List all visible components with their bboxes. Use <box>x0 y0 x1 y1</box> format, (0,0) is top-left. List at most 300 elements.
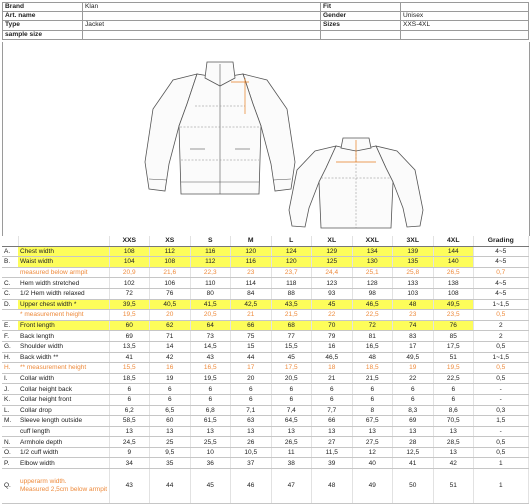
size-value: 6,5 <box>150 405 191 416</box>
description-text: cuff length <box>20 427 50 435</box>
size-value: 27,5 <box>352 437 393 448</box>
size-value: 125 <box>312 257 353 268</box>
size-value: 19 <box>150 373 191 384</box>
grading-value: 0,5 <box>474 373 529 384</box>
size-value: 106 <box>150 278 191 289</box>
size-value: 110 <box>190 278 231 289</box>
size-value: 8 <box>352 405 393 416</box>
measurement-row <box>2 447 528 458</box>
size-value: 41,5 <box>190 299 231 310</box>
size-value: 46,5 <box>312 352 353 363</box>
size-value: 134 <box>352 246 393 257</box>
size-value: 12 <box>352 447 393 458</box>
description-text: Hem width stretched <box>20 279 80 287</box>
size-value: 19 <box>393 363 434 374</box>
size-value: 22 <box>312 310 353 321</box>
row-code <box>2 310 18 321</box>
size-value: 14,5 <box>190 341 231 352</box>
size-value: 18,5 <box>109 373 150 384</box>
size-value: 6 <box>271 384 312 395</box>
size-value: 42 <box>433 458 474 469</box>
row-description <box>18 363 109 374</box>
row-code: P. <box>2 458 18 469</box>
header-value <box>83 30 321 39</box>
header-label: Art. name <box>3 12 83 21</box>
row-code: D. <box>2 299 18 310</box>
size-value: 6 <box>312 384 353 395</box>
size-value: 39 <box>312 458 353 469</box>
row-code <box>2 267 18 278</box>
row-description <box>18 416 109 427</box>
description-text: Collar width <box>20 375 54 383</box>
size-value: 68 <box>271 320 312 331</box>
description-note: Measured 2,5cm below armpit <box>20 486 108 494</box>
size-value: 70 <box>312 320 353 331</box>
measurement-row <box>2 341 528 352</box>
size-value: 79 <box>312 331 353 342</box>
header-label: Sizes <box>321 21 401 30</box>
row-code: M. <box>2 416 18 427</box>
size-value: 21 <box>231 310 272 321</box>
size-value: 88 <box>271 288 312 299</box>
size-value: 80 <box>190 288 231 299</box>
description-text: Waist width <box>20 258 53 266</box>
row-code: C. <box>2 278 18 289</box>
size-value: 11,5 <box>312 447 353 458</box>
measurement-row <box>2 458 528 469</box>
jacket-back-drawing <box>281 134 431 230</box>
size-value: 21,5 <box>271 310 312 321</box>
size-value: 70,5 <box>433 416 474 427</box>
header-value <box>401 3 529 12</box>
size-value: 40,5 <box>150 299 191 310</box>
size-value: 13 <box>109 426 150 437</box>
size-value: 49 <box>352 469 393 504</box>
size-value: 21,5 <box>352 373 393 384</box>
size-value: 108 <box>109 246 150 257</box>
grading-value: - <box>474 394 529 405</box>
size-value: 25 <box>150 437 191 448</box>
grading-value: 2 <box>474 331 529 342</box>
size-value: 6 <box>352 384 393 395</box>
size-value: 27 <box>312 437 353 448</box>
measurement-table <box>2 236 529 504</box>
row-code: J. <box>2 384 18 395</box>
header-value <box>83 12 321 21</box>
size-header: S <box>190 236 231 246</box>
grading-value: 0,3 <box>474 405 529 416</box>
size-value: 34 <box>109 458 150 469</box>
size-value: 43 <box>109 469 150 504</box>
size-value: 20 <box>231 373 272 384</box>
description-text: Elbow width <box>20 459 55 467</box>
size-value: 144 <box>433 246 474 257</box>
size-value: 42,5 <box>231 299 272 310</box>
size-value: 15,5 <box>271 341 312 352</box>
size-value: 23 <box>231 267 272 278</box>
size-value: 6 <box>312 394 353 405</box>
size-value: 20,5 <box>190 310 231 321</box>
grading-value: 0,5 <box>474 447 529 458</box>
size-value: 25,5 <box>190 437 231 448</box>
size-value: 50 <box>393 469 434 504</box>
row-description <box>18 469 109 504</box>
size-value: 13 <box>231 426 272 437</box>
size-value: 124 <box>271 246 312 257</box>
size-value: 128 <box>352 278 393 289</box>
spec-header-table <box>2 2 529 40</box>
grading-value: 0,5 <box>474 341 529 352</box>
size-value: 9 <box>109 447 150 458</box>
size-value: 37 <box>231 458 272 469</box>
size-value: 13 <box>393 426 434 437</box>
measurement-row <box>2 426 528 437</box>
size-value: 81 <box>352 331 393 342</box>
size-value: 12,5 <box>393 447 434 458</box>
size-value: 112 <box>150 246 191 257</box>
size-value: 19,5 <box>109 310 150 321</box>
row-description <box>18 373 109 384</box>
description-text: Armhole depth <box>20 438 63 446</box>
row-description <box>18 352 109 363</box>
row-description <box>18 447 109 458</box>
size-value: 49,5 <box>433 299 474 310</box>
row-description <box>18 299 109 310</box>
row-code: F. <box>2 331 18 342</box>
row-code: Q. <box>2 469 18 504</box>
size-value: 15,5 <box>109 363 150 374</box>
measurement-row <box>2 437 528 448</box>
row-code: L. <box>2 405 18 416</box>
measurement-row <box>2 352 528 363</box>
grading-value: 1 <box>474 469 529 504</box>
size-value: 6 <box>190 394 231 405</box>
size-value: 41 <box>109 352 150 363</box>
grading-value: 4~5 <box>474 288 529 299</box>
size-value: 9,5 <box>150 447 191 458</box>
row-description <box>18 458 109 469</box>
grading-value: - <box>474 426 529 437</box>
header-value: Klan <box>83 3 321 12</box>
size-value: 17,5 <box>271 363 312 374</box>
size-value: 135 <box>393 257 434 268</box>
size-value: 16 <box>312 341 353 352</box>
size-value: 23,7 <box>271 267 312 278</box>
size-value: 24,4 <box>312 267 353 278</box>
description-text: Front length <box>20 322 55 330</box>
size-value: 6 <box>109 384 150 395</box>
description-text: 1/2 cuff width <box>20 449 59 457</box>
size-value: 116 <box>231 257 272 268</box>
size-value: 45 <box>190 469 231 504</box>
measurement-row <box>2 416 528 427</box>
header-value: XXS-4XL <box>401 21 529 30</box>
size-value: 6,8 <box>190 405 231 416</box>
measurement-row <box>2 469 528 504</box>
size-value: 108 <box>150 257 191 268</box>
header-label: Type <box>3 21 83 30</box>
size-value: 120 <box>231 246 272 257</box>
header-label: Brand <box>3 3 83 12</box>
grading-value: 1,5 <box>474 416 529 427</box>
size-value: 104 <box>109 257 150 268</box>
size-value: 10,5 <box>231 447 272 458</box>
size-value: 17,5 <box>433 341 474 352</box>
measurement-row <box>2 257 528 268</box>
size-header: M <box>231 236 272 246</box>
size-header: L <box>271 236 312 246</box>
size-value: 73 <box>190 331 231 342</box>
grading-value: 4~5 <box>474 257 529 268</box>
jacket-drawing-area <box>2 42 530 236</box>
jacket-front-drawing <box>135 54 305 204</box>
header-label <box>321 30 401 39</box>
grading-header: Grading <box>474 236 529 246</box>
size-value: 20,9 <box>109 267 150 278</box>
size-value: 13 <box>190 426 231 437</box>
size-value: 130 <box>352 257 393 268</box>
description-text: Back length <box>20 332 54 340</box>
size-value: 6 <box>433 384 474 395</box>
row-code: H. <box>2 352 18 363</box>
row-description <box>18 426 109 437</box>
size-value: 14 <box>150 341 191 352</box>
size-value: 23 <box>393 310 434 321</box>
size-value: 77 <box>271 331 312 342</box>
size-header-row <box>2 236 528 246</box>
size-value: 7,1 <box>231 405 272 416</box>
measurement-row <box>2 405 528 416</box>
row-code: B. <box>2 257 18 268</box>
size-value: 118 <box>271 278 312 289</box>
row-code: K. <box>2 394 18 405</box>
header-row <box>3 30 529 39</box>
grading-value: 4~5 <box>474 278 529 289</box>
size-value: 74 <box>393 320 434 331</box>
size-value: 26 <box>231 437 272 448</box>
size-value: 6 <box>352 394 393 405</box>
size-value: 48 <box>393 299 434 310</box>
measurement-row <box>2 288 528 299</box>
row-description <box>18 437 109 448</box>
description-text: 1/2 Hem width relaxed <box>20 290 85 298</box>
description-text: Upper chest width * <box>20 300 77 308</box>
size-value: 45 <box>312 299 353 310</box>
size-value: 51 <box>433 352 474 363</box>
row-description <box>18 384 109 395</box>
grading-value: - <box>474 384 529 395</box>
row-code: G. <box>2 341 18 352</box>
row-description <box>18 288 109 299</box>
size-value: 10 <box>190 447 231 458</box>
row-description <box>18 394 109 405</box>
size-value: 72 <box>352 320 393 331</box>
measurement-row <box>2 373 528 384</box>
row-description <box>18 257 109 268</box>
measurement-row <box>2 320 528 331</box>
description-text: measured below armpit <box>20 269 88 277</box>
size-value: 6 <box>393 384 434 395</box>
row-description <box>18 278 109 289</box>
row-description <box>18 320 109 331</box>
header-row <box>3 21 529 30</box>
size-value: 120 <box>271 257 312 268</box>
row-code: E. <box>2 320 18 331</box>
row-code: H. <box>2 363 18 374</box>
size-header: XXS <box>109 236 150 246</box>
row-code: O. <box>2 447 18 458</box>
size-value: 133 <box>393 278 434 289</box>
size-value: 26,5 <box>433 267 474 278</box>
size-value: 22 <box>393 373 434 384</box>
measurement-row <box>2 278 528 289</box>
size-value: 16 <box>150 363 191 374</box>
size-value: 6 <box>150 394 191 405</box>
size-value: 40 <box>352 458 393 469</box>
measurement-row <box>2 363 528 374</box>
size-value: 58,5 <box>109 416 150 427</box>
grading-value: 0,5 <box>474 310 529 321</box>
size-value: 22,5 <box>352 310 393 321</box>
grading-value: 4~5 <box>474 246 529 257</box>
measurement-row <box>2 394 528 405</box>
grading-value: 1~1,5 <box>474 352 529 363</box>
size-value: 6 <box>231 394 272 405</box>
header-row <box>3 12 529 21</box>
size-value: 61,5 <box>190 416 231 427</box>
size-value: 51 <box>433 469 474 504</box>
header-value: Jacket <box>83 21 321 30</box>
size-value: 16,5 <box>352 341 393 352</box>
size-value: 18 <box>312 363 353 374</box>
size-value: 69 <box>393 416 434 427</box>
size-value: 47 <box>271 469 312 504</box>
size-value: 123 <box>312 278 353 289</box>
grading-value: 0,5 <box>474 437 529 448</box>
size-value: 63 <box>231 416 272 427</box>
size-value: 26,5 <box>271 437 312 448</box>
size-value: 42 <box>150 352 191 363</box>
header-label: sample size <box>3 30 83 39</box>
size-value: 20 <box>150 310 191 321</box>
size-value: 140 <box>433 257 474 268</box>
size-value: 48 <box>352 352 393 363</box>
size-value: 21 <box>312 373 353 384</box>
measurement-row <box>2 331 528 342</box>
size-value: 112 <box>190 257 231 268</box>
size-value: 6,2 <box>109 405 150 416</box>
row-code: N. <box>2 437 18 448</box>
size-value: 6 <box>393 394 434 405</box>
size-value: 67,5 <box>352 416 393 427</box>
size-value: 72 <box>109 288 150 299</box>
size-value: 6 <box>271 394 312 405</box>
description-text: Shoulder width <box>20 343 63 351</box>
size-value: 6 <box>150 384 191 395</box>
size-value: 66 <box>231 320 272 331</box>
size-value: 93 <box>312 288 353 299</box>
grading-value: 1~1,5 <box>474 299 529 310</box>
size-value: 22,5 <box>433 373 474 384</box>
header-label: Fit <box>321 3 401 12</box>
blank-cell <box>2 236 18 246</box>
size-value: 17 <box>393 341 434 352</box>
description-text: upperarm width. <box>20 478 67 486</box>
size-value: 6 <box>433 394 474 405</box>
size-value: 103 <box>393 288 434 299</box>
size-header: XL <box>312 236 353 246</box>
size-value: 62 <box>150 320 191 331</box>
size-value: 13,5 <box>109 341 150 352</box>
size-header: XS <box>150 236 191 246</box>
size-value: 8,6 <box>433 405 474 416</box>
size-value: 69 <box>109 331 150 342</box>
size-value: 129 <box>312 246 353 257</box>
description-text: Chest width <box>20 247 54 255</box>
size-value: 39,5 <box>109 299 150 310</box>
header-row <box>3 3 529 12</box>
header-label: Gender <box>321 12 401 21</box>
size-header: 4XL <box>433 236 474 246</box>
grading-value: 0,7 <box>474 267 529 278</box>
size-value: 19,5 <box>433 363 474 374</box>
description-text: ** measurement height <box>20 364 87 372</box>
description-text: Collar height back <box>20 385 73 393</box>
description-text: Back width ** <box>20 353 59 361</box>
measurement-row <box>2 384 528 395</box>
grading-value: 0,5 <box>474 363 529 374</box>
size-value: 75 <box>231 331 272 342</box>
size-value: 76 <box>150 288 191 299</box>
size-value: 66 <box>312 416 353 427</box>
size-value: 13 <box>352 426 393 437</box>
size-value: 36 <box>190 458 231 469</box>
row-description <box>18 246 109 257</box>
description-text: Sleeve length outside <box>20 417 83 425</box>
size-value: 15 <box>231 341 272 352</box>
size-value: 18,5 <box>352 363 393 374</box>
size-value: 19,5 <box>190 373 231 384</box>
size-value: 85 <box>433 331 474 342</box>
size-value: 108 <box>433 288 474 299</box>
size-value: 7,4 <box>271 405 312 416</box>
size-value: 44 <box>231 352 272 363</box>
description-text: * measurement height <box>20 311 84 319</box>
header-value: Unisex <box>401 12 529 21</box>
measurement-row <box>2 246 528 257</box>
size-value: 60 <box>109 320 150 331</box>
size-value: 13 <box>150 426 191 437</box>
row-description <box>18 405 109 416</box>
row-code <box>2 426 18 437</box>
size-value: 16,5 <box>190 363 231 374</box>
size-value: 35 <box>150 458 191 469</box>
size-value: 41 <box>393 458 434 469</box>
header-value <box>401 30 529 39</box>
size-value: 83 <box>393 331 434 342</box>
size-value: 43,5 <box>271 299 312 310</box>
size-value: 28 <box>393 437 434 448</box>
size-value: 64 <box>190 320 231 331</box>
measurement-row <box>2 299 528 310</box>
size-value: 116 <box>190 246 231 257</box>
size-value: 22,3 <box>190 267 231 278</box>
size-value: 20,5 <box>271 373 312 384</box>
size-value: 45 <box>271 352 312 363</box>
size-value: 84 <box>231 288 272 299</box>
size-value: 49,5 <box>393 352 434 363</box>
size-value: 76 <box>433 320 474 331</box>
